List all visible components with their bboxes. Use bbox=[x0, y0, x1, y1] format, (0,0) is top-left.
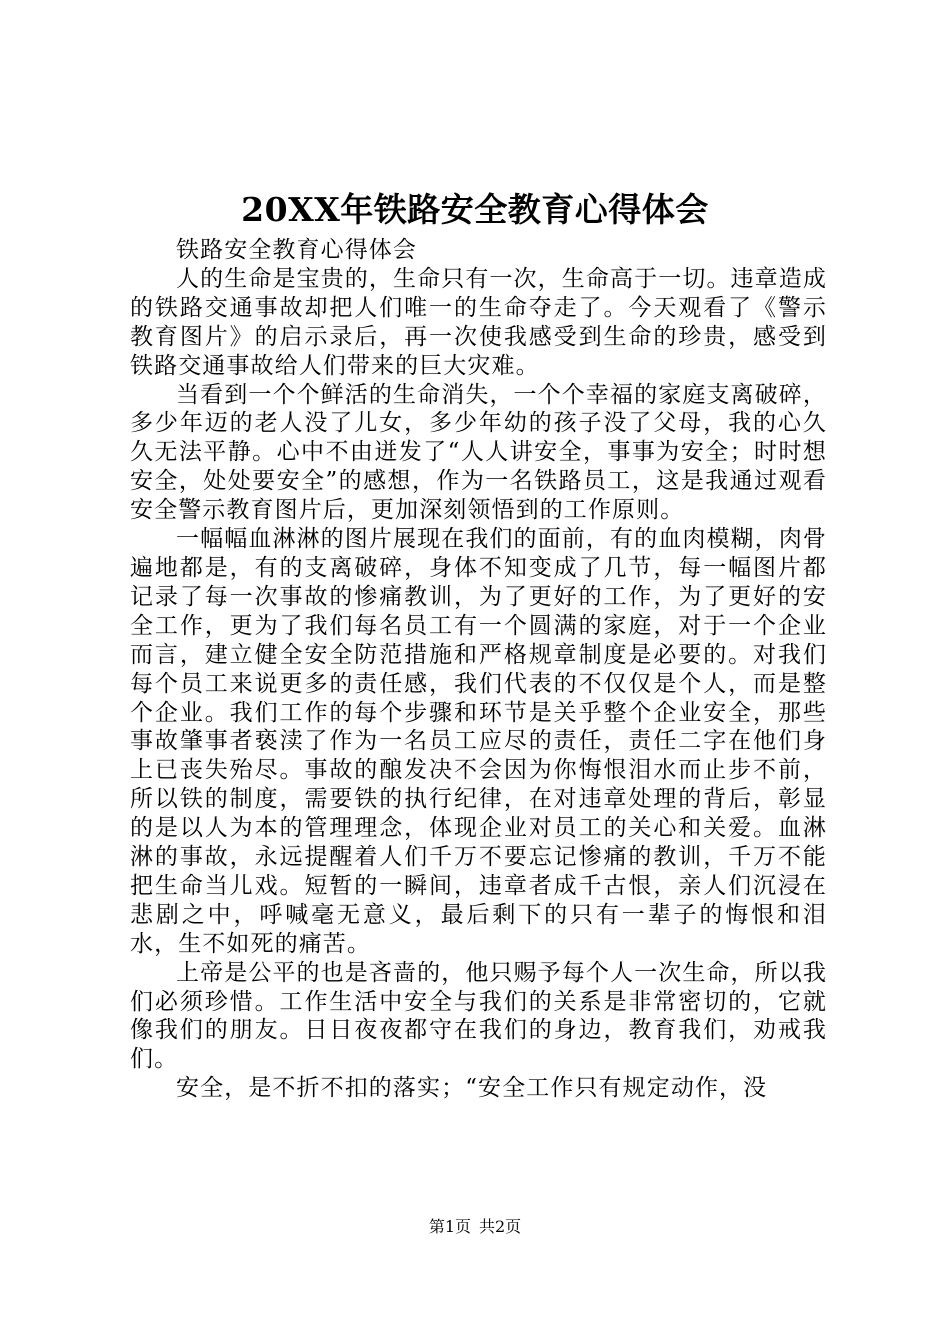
body-paragraph: 人的生命是宝贵的，生命只有一次，生命高于一切。违章造成的铁路交通事故却把人们唯一的生命夺走了。今天观看了《警示教育图片》的启示录后，再一次使我感受到生命的珍贵，感受到铁路交通事故给人们带来的巨大灾难。 bbox=[130, 265, 827, 379]
body-paragraph: 上帝是公平的也是吝啬的，他只赐予每个人一次生命，所以我们必须珍惜。工作生活中安全与我们的关系是非常密切的，它就像我们的朋友。日日夜夜都守在我们的身边，教育我们，劝戒我们。 bbox=[130, 959, 827, 1073]
page-total: 共2页 bbox=[479, 1217, 522, 1236]
body-paragraph: 铁路安全教育心得体会 bbox=[176, 237, 417, 263]
page-number: 第1页 bbox=[428, 1217, 471, 1236]
body-paragraph: 一幅幅血淋淋的图片展现在我们的面前，有的血肉模糊，肉骨遍地都是，有的支离破碎，身体不知变成了几节，每一幅图片都记录了每一次事故的惨痛教训，为了更好的工作，为了更好的安全工作，更为了我们每名员工有一个圆满的家庭，对于一个企业而言，建立健全安全防范措施和严格规章制度是必要的。对我们每个员工来说更多的责任感，我们代表的不仅仅是个人，而是整个企业。我们工作的每个步骤和环节是关乎整个企业安全，那些事故肇事者亵渎了作为一名员工应尽的责任，责任二字在他们身上已丧失殆尽。事故的酿发决不会因为你悔恨泪水而止步不前，所以铁的制度，需要铁的执行纪律，在对违章处理的背后，彰显的是以人为本的管理理念，体现企业对员工的关心和关爱。血淋淋的事故，永远提醒着人们千万不要忘记惨痛的教训，千万不能把生命当儿戏。短暂的一瞬间，违章者成千古恨，亲人们沉浸在悲剧之中，呼喊毫无意义，最后剩下的只有一辈子的悔恨和泪水，生不如死的痛苦。 bbox=[130, 526, 827, 957]
page-footer bbox=[0, 1216, 950, 1238]
body-paragraph: 安全，是不折不扣的落实；“安全工作只有规定动作，没 bbox=[176, 1075, 768, 1102]
document-title: 20XX年铁路安全教育心得体会 bbox=[241, 190, 709, 229]
document-body bbox=[130, 236, 827, 1103]
body-paragraph: 当看到一个个鲜活的生命消失，一个个幸福的家庭支离破碎，多少年迈的老人没了儿女，多少年幼的孩子没了父母，我的心久久无法平静。心中不由迸发了“人人讲安全，事事为安全；时时想安全，处处要安全”的感想，作为一名铁路员工，这是我通过观看安全警示教育图片后，更加深刻领悟到的工作原则。 bbox=[130, 381, 827, 524]
